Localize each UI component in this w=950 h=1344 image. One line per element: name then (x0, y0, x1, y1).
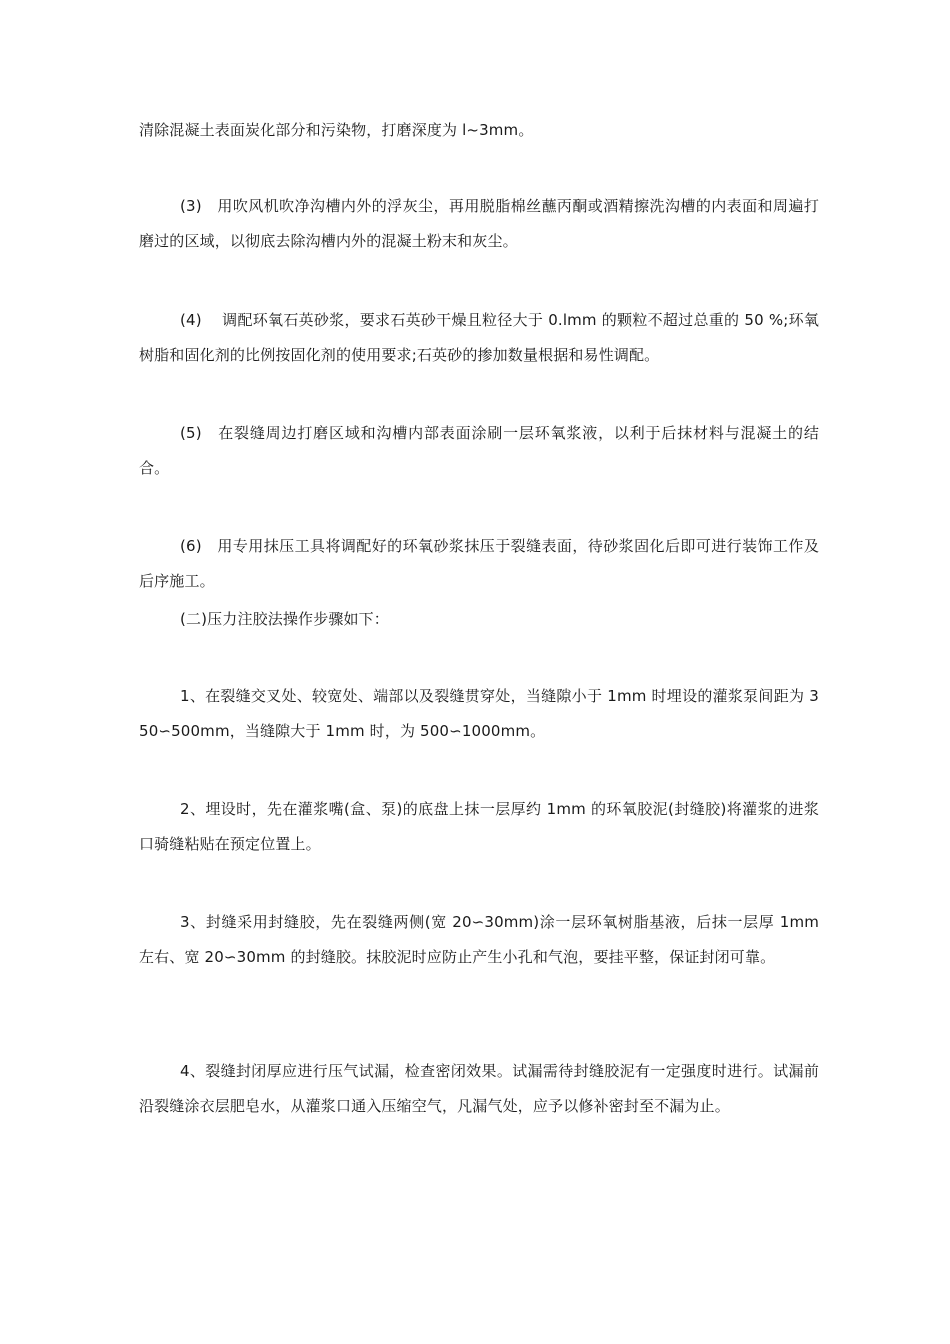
paragraph-step-4: (4) 调配环氧石英砂浆，要求石英砂干燥且粒径大于 0.lmm 的颗粒不超过总重的 50 %;环氧树脂和固化剂的比例按固化剂的使用要求;石英砂的掺加数量根据和易性调配。 (139, 311, 819, 364)
section-heading-pressure-injection: (二)压力注胶法操作步骤如下： (180, 610, 389, 628)
paragraph-step-3: (3) 用吹风机吹净沟槽内外的浮灰尘，再用脱脂棉丝蘸丙酮或酒精擦洗沟槽的内表面和周遍打磨过的区域，以彻底去除沟槽内外的混凝土粉末和灰尘。 (139, 197, 819, 250)
paragraph-item-3: 3、封缝采用封缝胶，先在裂缝两侧(宽 20∽30mm)涂一层环氧树脂基液，后抹一层厚 1mm 左右、宽 20∽30mm 的封缝胶。抹胶泥时应防止产生小孔和气泡，要挂平整，保证封闭可靠。 (139, 913, 819, 966)
paragraph-continuation: 清除混凝土表面炭化部分和污染物，打磨深度为 l~3mm。 (139, 121, 534, 139)
paragraph-step-5: (5) 在裂缝周边打磨区域和沟槽内部表面涂刷一层环氧浆液，以利于后抹材料与混凝土的结合。 (139, 424, 819, 477)
paragraph-item-1: 1、在裂缝交叉处、较宽处、端部以及裂缝贯穿处，当缝隙小于 1mm 时埋设的灌浆泵间距为 350∽500mm，当缝隙大于 1mm 时，为 500∽1000mm。 (139, 687, 819, 740)
paragraph-step-6: (6) 用专用抹压工具将调配好的环氧砂浆抹压于裂缝表面，待砂浆固化后即可进行装饰工作及后序施工。 (139, 537, 819, 590)
paragraph-item-2: 2、埋设时，先在灌浆嘴(盒、泵)的底盘上抹一层厚约 1mm 的环氧胶泥(封缝胶)将灌浆的进浆口骑缝粘贴在预定位置上。 (139, 800, 819, 853)
paragraph-item-4: 4、裂缝封闭厚应进行压气试漏，检查密闭效果。试漏需待封缝胶泥有一定强度时进行。试漏前沿裂缝涂衣层肥皂水，从灌浆口通入压缩空气，凡漏气处，应予以修补密封至不漏为止。 (139, 1062, 819, 1115)
